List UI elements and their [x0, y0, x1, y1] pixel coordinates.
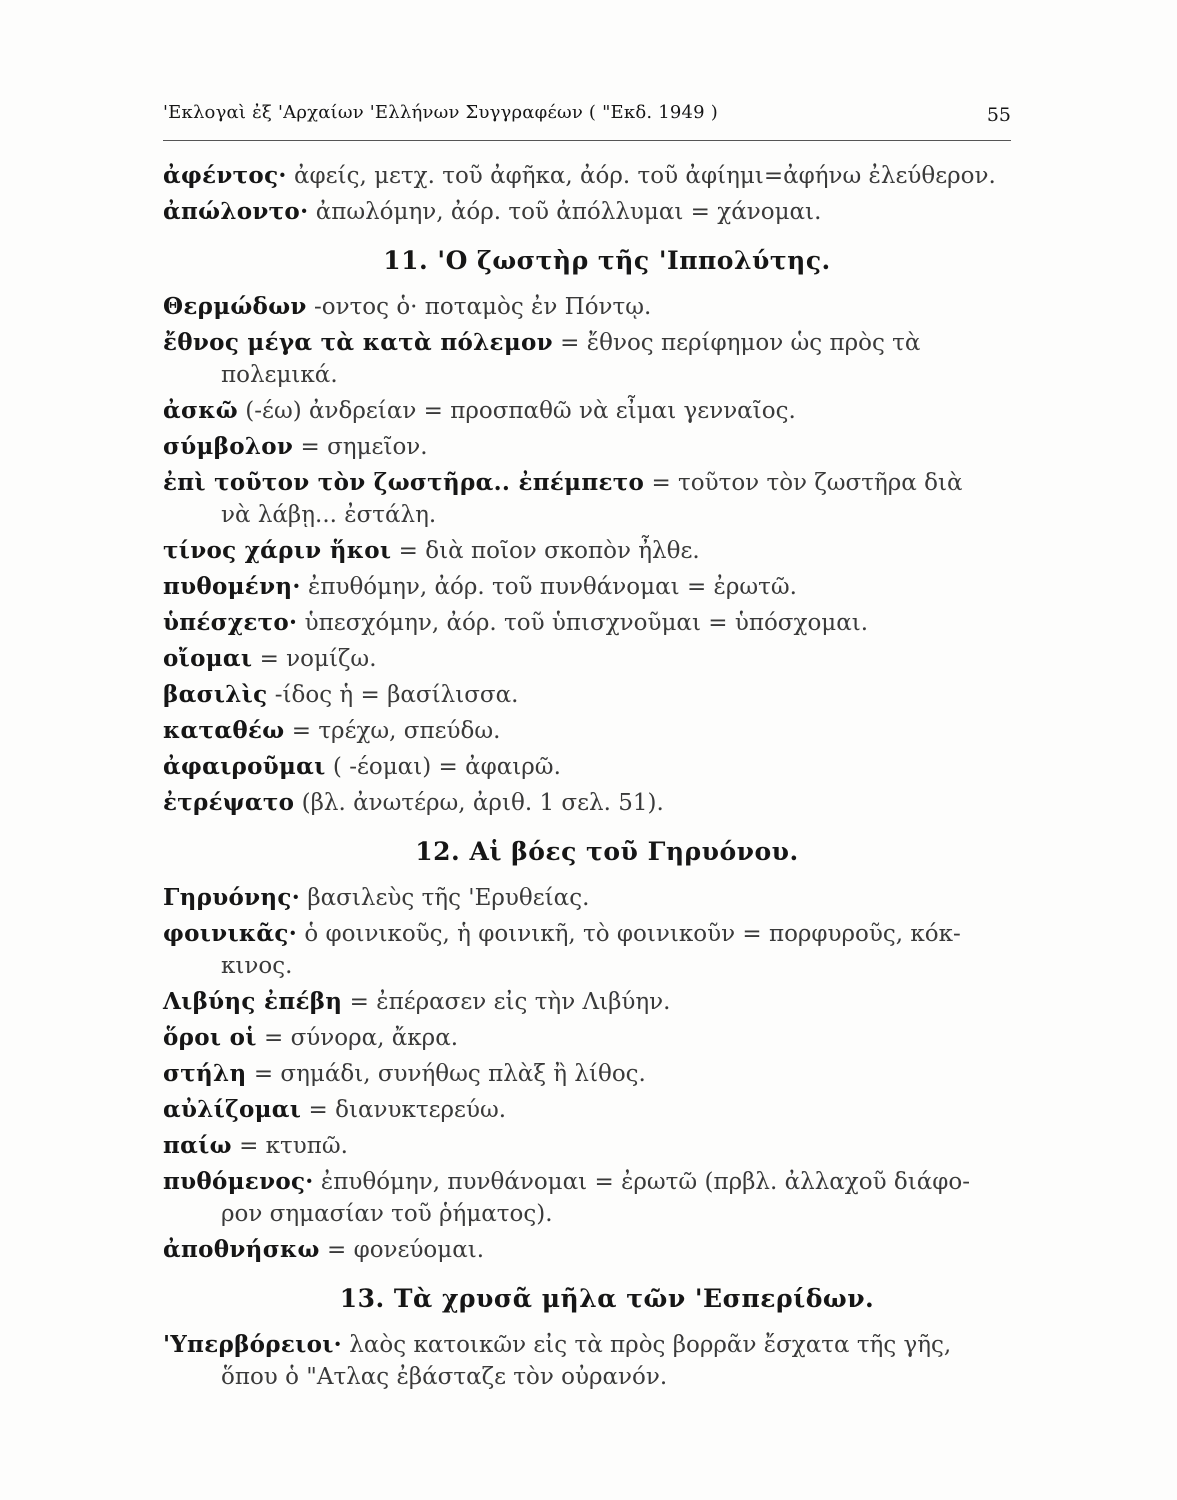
- glossary-entry: [163, 571, 1011, 603]
- glossary-term: ἀπώλοντο·: [163, 198, 309, 225]
- glossary-entry: [163, 751, 1011, 783]
- glossary-entry: [163, 1166, 1011, 1230]
- glossary-definition: ἐπυθόμην, ἀόρ. τοῦ πυνθάνομαι = ἐρωτῶ.: [300, 574, 797, 600]
- glossary-term: Γηρυόνης·: [163, 884, 301, 911]
- glossary-definition: = κτυπῶ.: [231, 1133, 348, 1159]
- glossary-term: καταθέω: [163, 717, 285, 744]
- page-header: [163, 100, 1011, 141]
- glossary-entry: [163, 1130, 1011, 1162]
- glossary-definition-continued: κινος.: [221, 953, 293, 979]
- glossary-definition: = ἐπέρασεν εἰς τὴν Λιβύην.: [342, 989, 671, 1015]
- glossary-entry: [163, 643, 1011, 675]
- running-title: 'Εκλογαὶ ἐξ 'Αρχαίων 'Ελλήνων Συγγραφέων ( "Εκδ. 1949 ): [163, 102, 718, 123]
- glossary-definition-continued: ρον σημασίαν τοῦ ῥήματος).: [221, 1201, 553, 1227]
- glossary-term: Λιβύης ἐπέβη: [163, 988, 343, 1015]
- section-title-13: 13. Τὰ χρυσᾶ μῆλα τῶν 'Εσπερίδων.: [339, 1284, 875, 1313]
- glossary-entry: [163, 1022, 1011, 1054]
- glossary-entry: [163, 882, 1011, 914]
- section-title-12: 12. Αἱ βόες τοῦ Γηρυόνου.: [415, 837, 799, 866]
- glossary-definition: (βλ. ἀνωτέρω, ἀριθ. 1 σελ. 51).: [294, 790, 664, 816]
- glossary-definition: ἐπυθόμην, πυνθάνομαι = ἐρωτῶ (πρβλ. ἀλλαχοῦ διάφο-: [313, 1169, 970, 1195]
- glossary-definition: = τρέχω, σπεύδω.: [284, 718, 501, 744]
- glossary-term: σύμβολον: [163, 433, 294, 460]
- glossary-entry: [163, 1094, 1011, 1126]
- glossary-term: Θερμώδων: [163, 293, 307, 320]
- glossary-group-11: [163, 291, 1011, 819]
- glossary-term: φοινικᾶς·: [163, 920, 298, 947]
- glossary-definition: (-έω) ἀνδρείαν = προσπαθῶ νὰ εἶμαι γενναῖος.: [238, 398, 796, 424]
- glossary-definition-continued: νὰ λάβῃ... ἐστάλη.: [221, 502, 437, 528]
- glossary-entry: [163, 986, 1011, 1018]
- glossary-group-12: [163, 882, 1011, 1266]
- glossary-term: ὅροι οἱ: [163, 1024, 257, 1051]
- glossary-definition: -οντος ὁ· ποταμὸς ἐν Πόντῳ.: [306, 294, 652, 320]
- glossary-term: αὐλίζομαι: [163, 1096, 302, 1123]
- glossary-term: 'Υπερβόρειοι·: [163, 1331, 342, 1358]
- page-content: [163, 160, 1011, 1397]
- glossary-term: ἐπὶ τοῦτον τὸν ζωστῆρα.. ἐπέμπετο: [163, 469, 645, 496]
- glossary-definition: = ἔθνος περίφημον ὡς πρὸς τὰ: [552, 330, 921, 356]
- glossary-entry: [163, 607, 1011, 639]
- glossary-entry: [163, 679, 1011, 711]
- glossary-definition: = φονεύομαι.: [319, 1237, 485, 1263]
- glossary-entry: [163, 160, 1011, 192]
- glossary-entry: [163, 327, 1011, 391]
- glossary-entry: [163, 395, 1011, 427]
- glossary-definition: ὁ φοινικοῦς, ἡ φοινικῆ, τὸ φοινικοῦν = πορφυροῦς, κόκ-: [297, 921, 961, 947]
- page-number: 55: [986, 104, 1011, 126]
- glossary-definition: = σημεῖον.: [293, 434, 428, 460]
- glossary-definition: = σημάδι, συνήθως πλὰξ ἢ λίθος.: [246, 1061, 646, 1087]
- glossary-term: βασιλὶς: [163, 681, 268, 708]
- glossary-term: πυθομένη·: [163, 573, 301, 600]
- glossary-definition: λαὸς κατοικῶν εἰς τὰ πρὸς βορρᾶν ἔσχατα τῆς γῆς,: [341, 1332, 952, 1358]
- glossary-entry: [163, 196, 1011, 228]
- glossary-term: παίω: [163, 1132, 232, 1159]
- glossary-definition: ὑπεσχόμην, ἀόρ. τοῦ ὑπισχνοῦμαι = ὑπόσχομαι.: [297, 610, 869, 636]
- glossary-entry: [163, 787, 1011, 819]
- glossary-definition: = νομίζω.: [252, 646, 377, 672]
- glossary-term: ἔθνος μέγα τὰ κατὰ πόλεμον: [163, 329, 553, 356]
- glossary-definition-continued: πολεμικά.: [221, 362, 338, 388]
- glossary-entry: [163, 535, 1011, 567]
- glossary-definition: = τοῦτον τὸν ζωστῆρα διὰ: [644, 470, 963, 496]
- glossary-term: ὑπέσχετο·: [163, 609, 298, 636]
- glossary-entry: [163, 431, 1011, 463]
- glossary-entry: [163, 918, 1011, 982]
- glossary-definition: = διὰ ποῖον σκοπὸν ἦλθε.: [391, 538, 700, 564]
- section-title-11: 11. 'Ο ζωστὴρ τῆς 'Ιππολύτης.: [383, 246, 831, 275]
- glossary-definition: = διανυκτερεύω.: [301, 1097, 507, 1123]
- glossary-term: ἀποθνήσκω: [163, 1236, 320, 1263]
- glossary-term: ἀφαιροῦμαι: [163, 753, 326, 780]
- glossary-definition: = σύνορα, ἄκρα.: [256, 1025, 459, 1051]
- glossary-definition: ἀπωλόμην, ἀόρ. τοῦ ἀπόλλυμαι = χάνομαι.: [308, 199, 822, 225]
- glossary-definition: βασιλεὺς τῆς 'Ερυθείας.: [300, 885, 590, 911]
- glossary-entry: [163, 467, 1011, 531]
- glossary-term: πυθόμενος·: [163, 1168, 314, 1195]
- glossary-entry: [163, 291, 1011, 323]
- glossary-definition: -ίδος ἡ = βασίλισσα.: [267, 682, 519, 708]
- glossary-term: οἴομαι: [163, 645, 253, 672]
- glossary-entry: [163, 715, 1011, 747]
- glossary-definition-continued: ὅπου ὁ "Ατλας ἐβάσταζε τὸν οὐρανόν.: [221, 1364, 668, 1390]
- glossary-term: ἀφέντος·: [163, 162, 287, 189]
- glossary-entry: [163, 1234, 1011, 1266]
- glossary-definition: ἀφείς, μετχ. τοῦ ἀφῆκα, ἀόρ. τοῦ ἀφίημι=ἀφήνω ἐλεύθερον.: [286, 163, 996, 189]
- glossary-entry: [163, 1329, 1011, 1393]
- glossary-term: στήλη: [163, 1060, 247, 1087]
- glossary-group-13: [163, 1329, 1011, 1393]
- glossary-term: ἀσκῶ: [163, 397, 238, 424]
- glossary-definition: ( -έομαι) = ἀφαιρῶ.: [325, 754, 561, 780]
- glossary-entry: [163, 1058, 1011, 1090]
- glossary-group-intro: [163, 160, 1011, 228]
- glossary-term: τίνος χάριν ἥκοι: [163, 537, 392, 564]
- glossary-term: ἐτρέψατο: [163, 789, 295, 816]
